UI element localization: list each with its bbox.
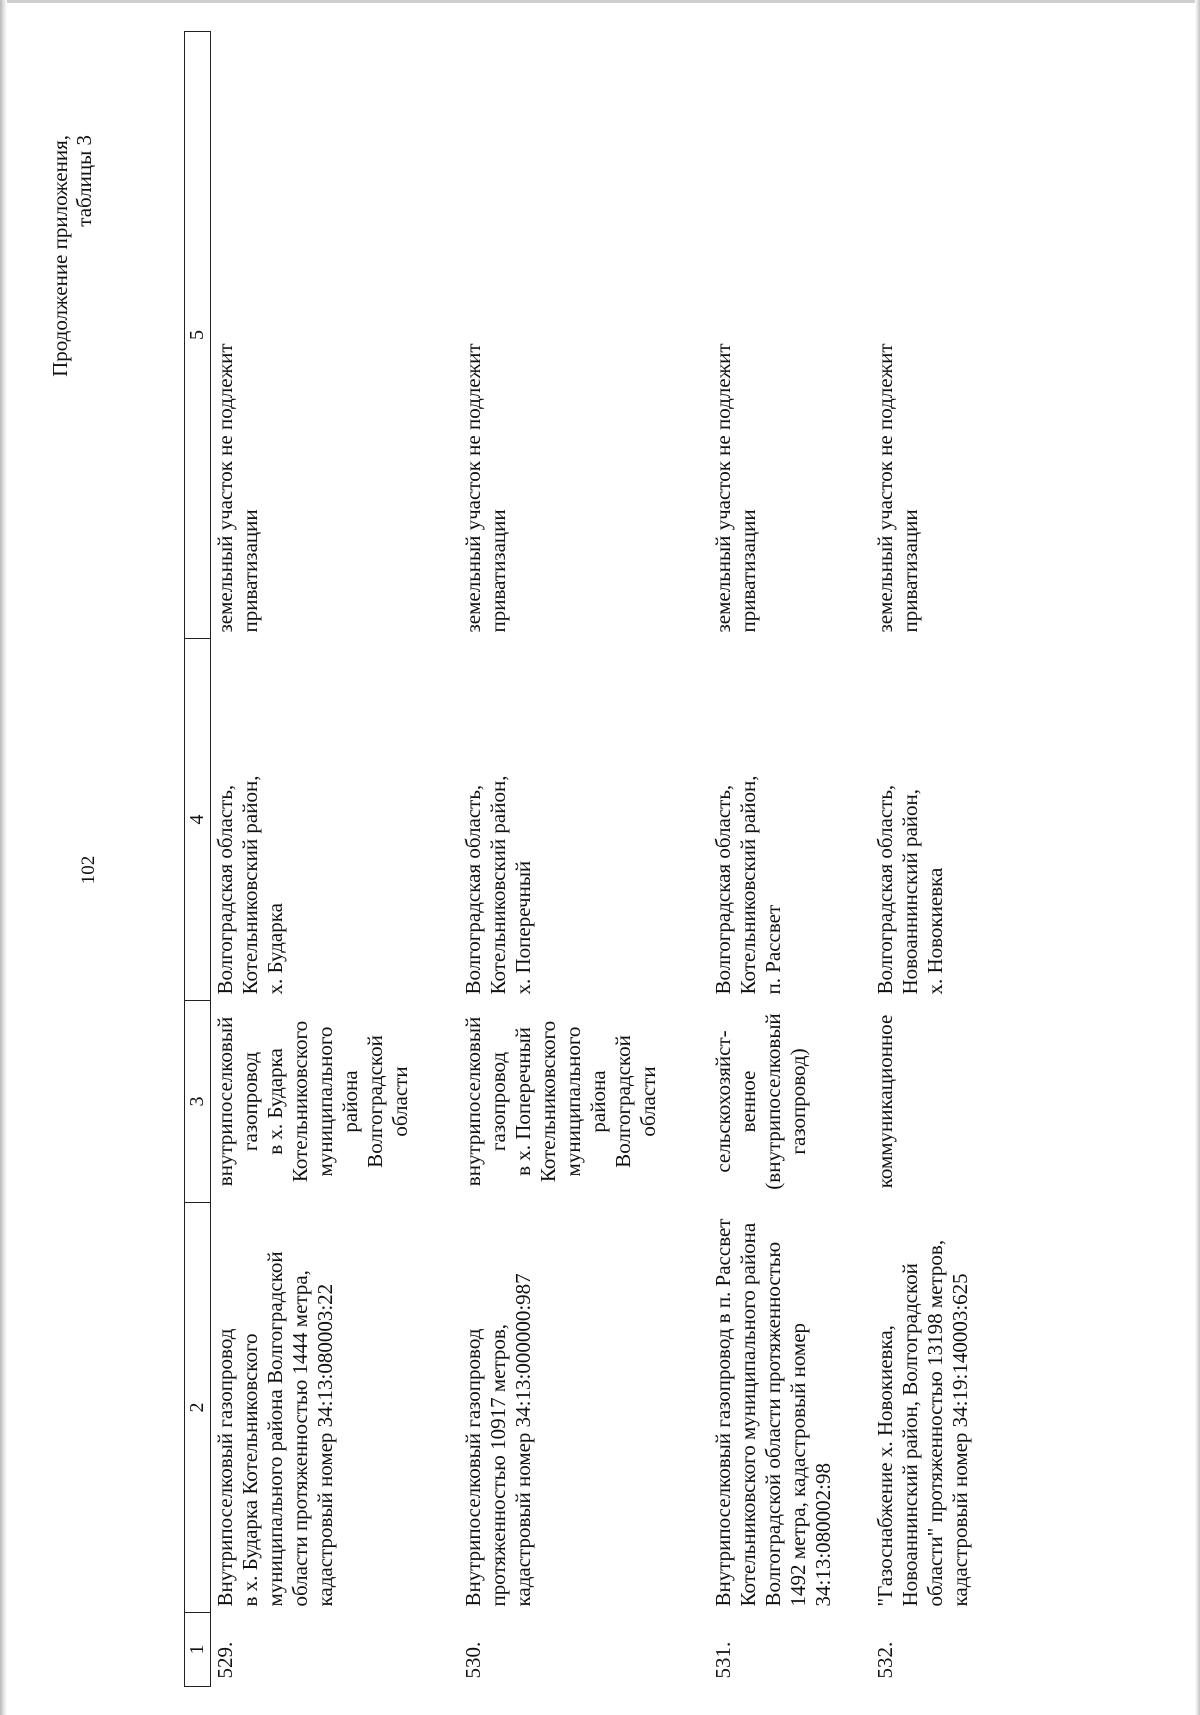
- text-line: Внутрипоселковый газопровод в п. Рассвет: [710, 1218, 735, 1607]
- text-line: в х. Бударка Котельниковского: [238, 1333, 262, 1607]
- text-line: внутрипоселковый: [213, 1016, 237, 1187]
- object-purpose: [459, 1001, 709, 1203]
- text-line: Новоаннинский район,: [897, 788, 922, 995]
- text-line: 34:13:080002:98: [810, 1462, 835, 1607]
- text-line: сельскохозяйст-: [710, 1030, 735, 1173]
- text-line: Волгоградской области протяженностью: [760, 1241, 785, 1607]
- object-location: [709, 639, 871, 1001]
- object-location: [871, 639, 991, 1001]
- text-line: приватизации: [238, 509, 262, 633]
- text-line: (внутрипоселковый: [760, 1013, 785, 1190]
- text-line: в х. Бударка: [263, 1048, 287, 1155]
- text-line: области" протяженностью 13198 метров,: [922, 1239, 947, 1607]
- text-line: муниципального: [560, 1026, 585, 1177]
- object-description: [709, 1203, 871, 1613]
- text-line: Котельниковского: [535, 1020, 560, 1183]
- property-table: [184, 31, 991, 1687]
- continuation-note-line-2: таблицы 3: [72, 135, 96, 227]
- text-line: Новоаннинский район, Волгоградской: [897, 1263, 922, 1607]
- object-location: [211, 639, 459, 1001]
- object-description: [459, 1203, 709, 1613]
- object-note: [459, 32, 709, 639]
- object-note: [871, 32, 991, 639]
- text-line: кадастровый номер 34:13:080003:22: [313, 1283, 337, 1607]
- text-line: внутрипоселковый: [460, 1016, 485, 1187]
- object-purpose: [709, 1001, 871, 1203]
- text-line: кадастровый номер 34:19:140003:625: [947, 1273, 972, 1607]
- text-line: земельный участок не подлежит: [460, 343, 485, 633]
- text-line: 1492 метра, кадастровый номер: [785, 1322, 810, 1607]
- column-header-2: 2: [185, 1203, 211, 1613]
- continuation-note: [48, 135, 96, 555]
- text-line: протяженностью 10917 метров,: [485, 1323, 510, 1607]
- text-line: Волгоградская область,: [872, 784, 897, 995]
- text-line: земельный участок не подлежит: [213, 343, 237, 633]
- text-line: х. Новокиевка: [922, 867, 947, 995]
- text-line: области: [388, 1066, 412, 1137]
- column-header-1: 1: [185, 1613, 211, 1687]
- text-line: Котельниковский район,: [485, 775, 510, 995]
- text-line: Котельниковского: [288, 1020, 312, 1183]
- table-row: [709, 32, 871, 1687]
- text-line: Волгоградская область,: [213, 784, 237, 995]
- text-line: земельный участок не подлежит: [710, 343, 735, 633]
- text-line: земельный участок не подлежит: [872, 343, 897, 633]
- object-location: [459, 639, 709, 1001]
- object-purpose: [211, 1001, 459, 1203]
- text-line: венное: [735, 1070, 760, 1133]
- text-line: области: [635, 1066, 660, 1137]
- object-note: [709, 32, 871, 639]
- column-header-4: 4: [185, 639, 211, 1001]
- text-line: Внутрипоселковый газопровод: [213, 1328, 237, 1607]
- row-number: 531.: [710, 1641, 735, 1679]
- text-line: кадастровый номер 34:13:000000:987: [510, 1273, 535, 1607]
- text-line: х. Поперечный: [510, 860, 535, 995]
- page-number: 102: [78, 855, 99, 885]
- table-row: [871, 32, 991, 1687]
- continuation-note-line-1: Продолжение приложения,: [48, 135, 72, 377]
- table-row: [211, 32, 459, 1687]
- text-line: коммуникационное: [872, 1014, 897, 1189]
- text-line: п. Рассвет: [760, 904, 785, 995]
- text-line: Волгоградской: [610, 1035, 635, 1168]
- object-description: [871, 1203, 991, 1613]
- row-number: 529.: [213, 1641, 237, 1679]
- column-header-3: 3: [185, 1001, 211, 1203]
- text-line: приватизации: [897, 509, 922, 633]
- column-header-5: 5: [185, 32, 211, 639]
- text-line: х. Бударка: [263, 903, 287, 995]
- text-line: Котельниковского муниципального района: [735, 1222, 760, 1607]
- text-line: муниципального района Волгоградской: [263, 1251, 287, 1607]
- row-number: 532.: [872, 1641, 897, 1679]
- text-line: района: [585, 1070, 610, 1133]
- object-description: [211, 1203, 459, 1613]
- text-line: Котельниковский район,: [735, 775, 760, 995]
- text-line: муниципального: [313, 1026, 337, 1177]
- text-line: Внутрипоселковый газопровод: [460, 1328, 485, 1607]
- object-note: [211, 32, 459, 639]
- text-line: приватизации: [735, 509, 760, 633]
- object-purpose: [871, 1001, 991, 1203]
- text-line: Волгоградская область,: [710, 784, 735, 995]
- text-line: района: [338, 1070, 362, 1133]
- table-header-row: [185, 32, 211, 1687]
- text-line: газопровод): [785, 1048, 810, 1155]
- table-row: [459, 32, 709, 1687]
- text-line: области протяженностью 1444 метра,: [288, 1270, 312, 1607]
- text-line: "Газоснабжение х. Новокиевка,: [872, 1325, 897, 1607]
- text-line: газопровод: [485, 1051, 510, 1152]
- row-number: 530.: [460, 1641, 485, 1679]
- text-line: Волгоградская область,: [460, 784, 485, 995]
- text-line: в х. Поперечный: [510, 1027, 535, 1176]
- text-line: Котельниковский район,: [238, 775, 262, 995]
- text-line: газопровод: [238, 1051, 262, 1152]
- text-line: приватизации: [485, 509, 510, 633]
- text-line: Волгоградской: [363, 1035, 387, 1168]
